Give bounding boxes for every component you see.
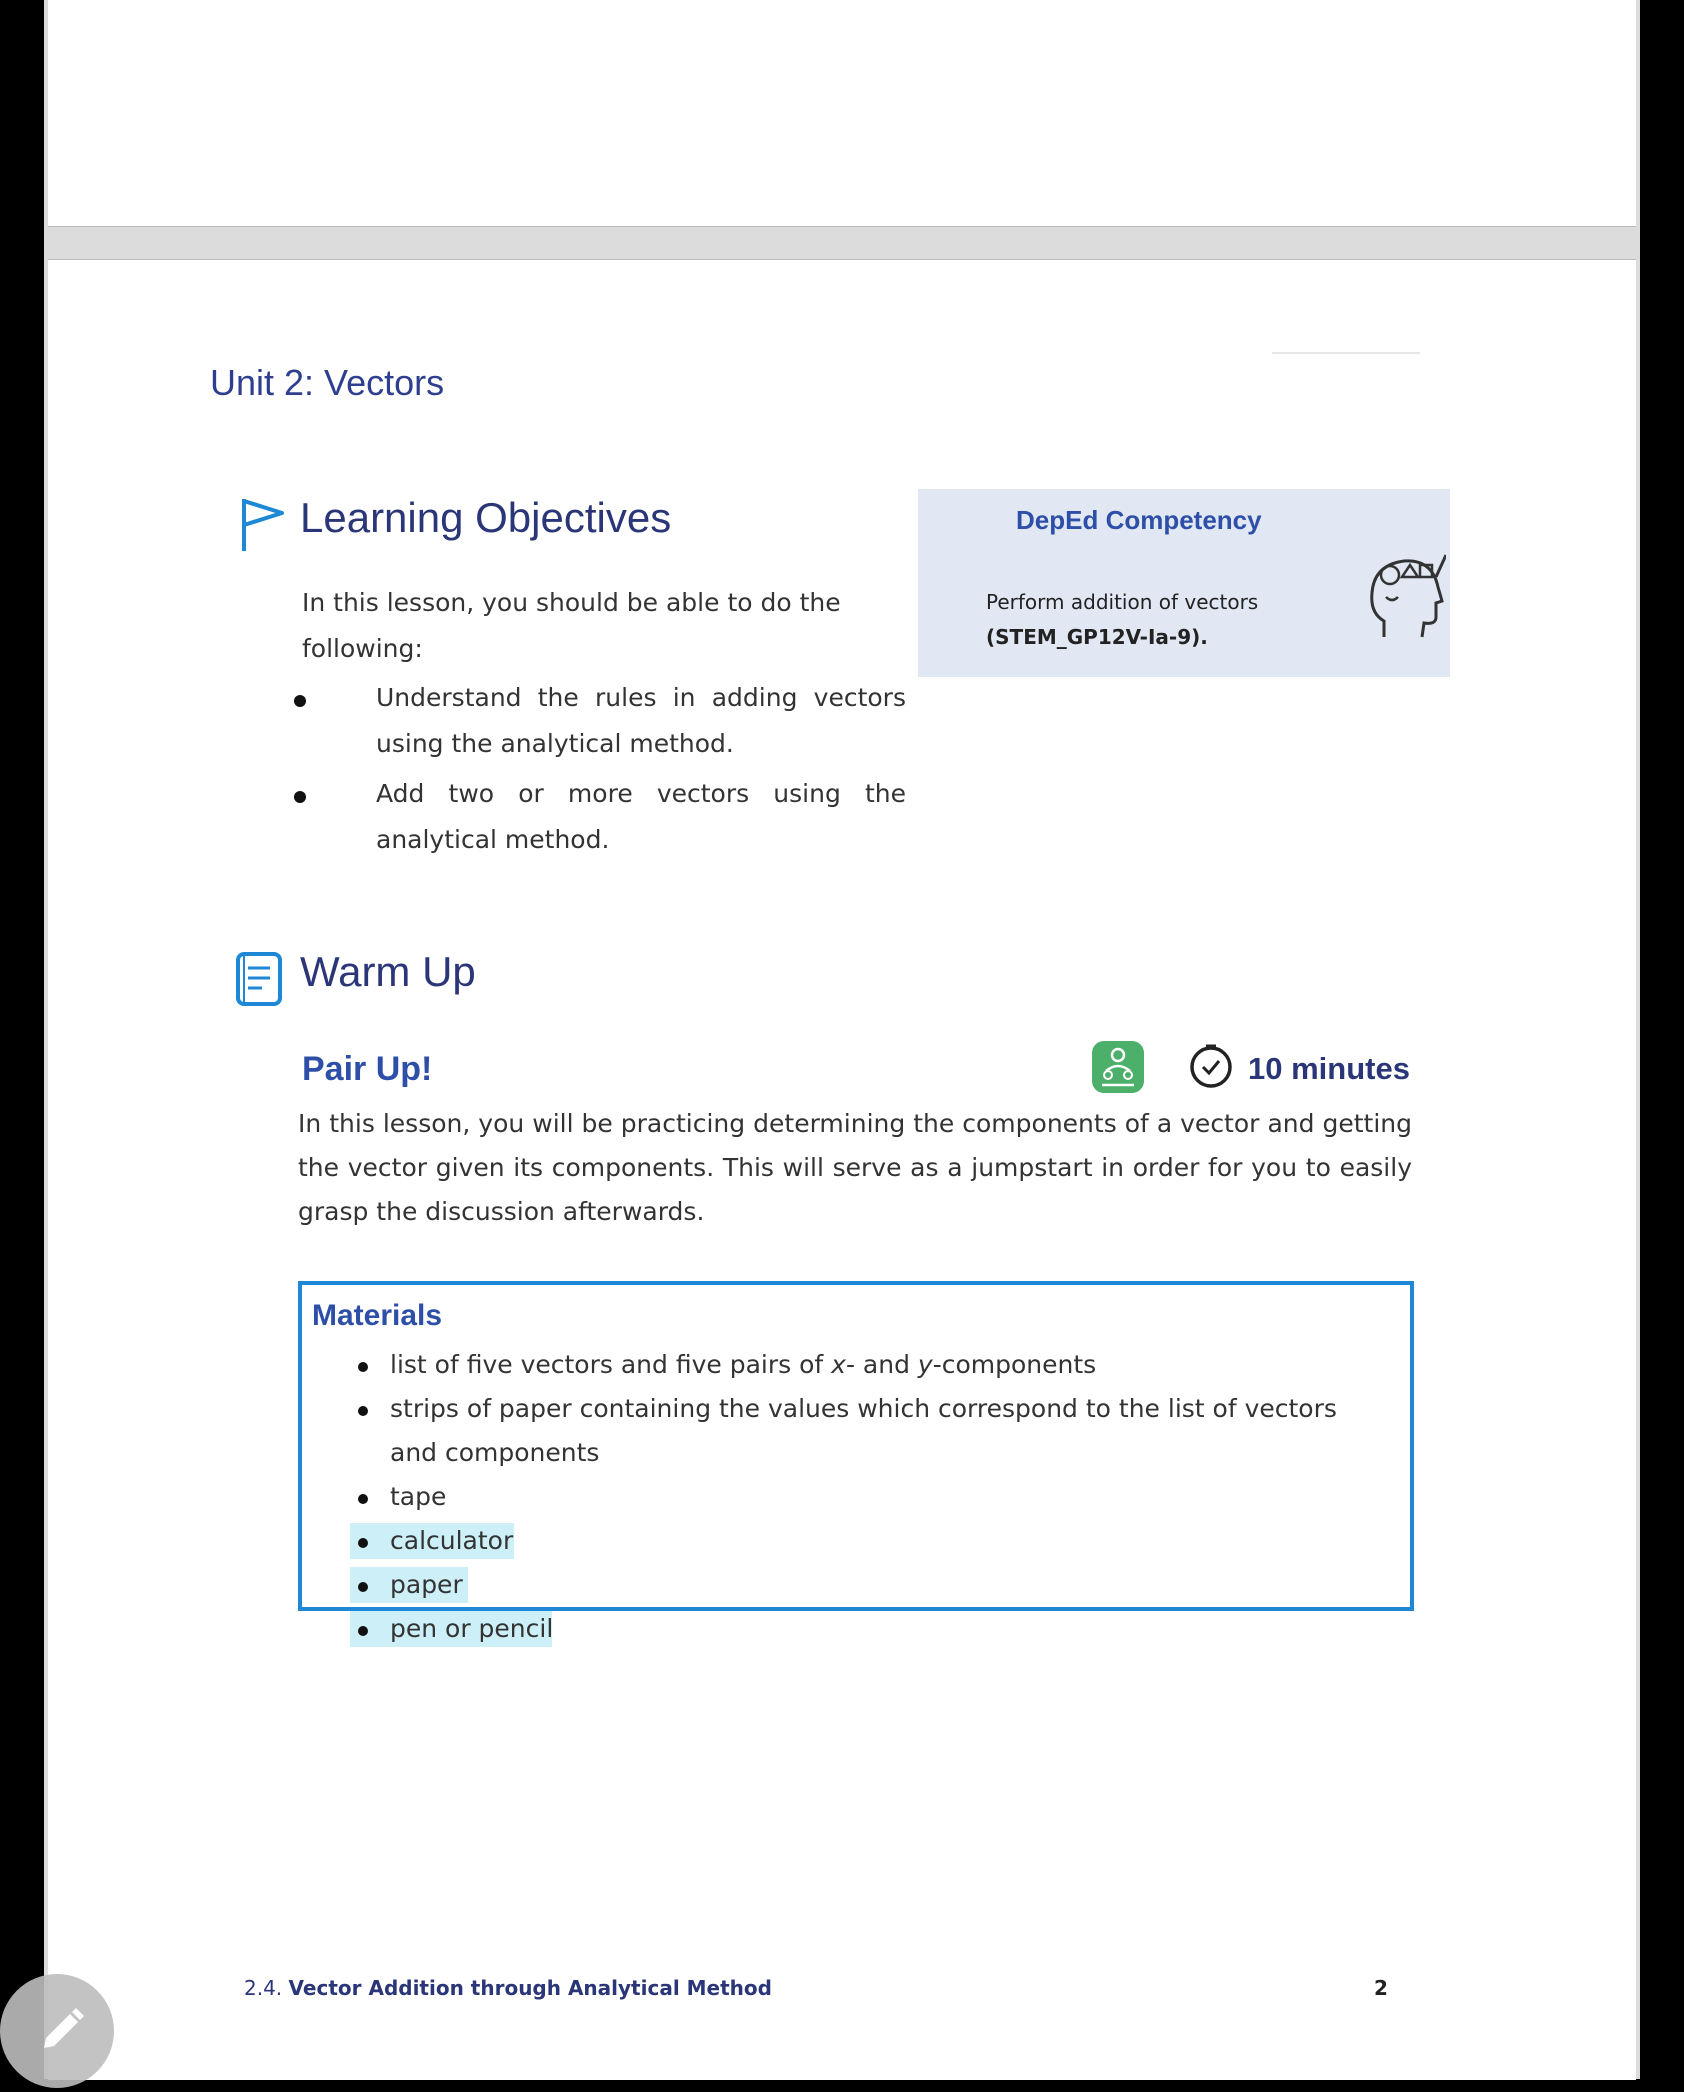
list-item: Understand the rules in adding vectors using the analytical method. [290,675,906,767]
page-number: 2 [1374,1976,1388,2000]
list-item: Add two or more vectors using the analytical method. [290,771,906,863]
list-item: calculator [350,1519,1390,1563]
objectives-heading: Learning Objectives [300,494,672,541]
header-rule [1272,352,1420,354]
objectives-intro: In this lesson, you should be able to do the following: [302,588,841,663]
materials-list [350,1343,1390,1651]
objectives-list [290,675,906,867]
materials-title: Materials [312,1299,443,1332]
edit-button[interactable] [0,1974,114,2088]
page-footer-title: 2.4. Vector Addition through Analytical Method [244,1976,772,2000]
previous-page [48,0,1636,227]
competency-code: (STEM_GP12V-Ia-9). [986,625,1208,649]
materials-box [298,1281,1414,1643]
flag-icon [238,495,286,553]
group-icon [1092,1041,1144,1093]
list-item: strips of paper containing the values which correspond to the list of vectors and components [350,1387,1390,1475]
warm-up-description: In this lesson, you will be practicing determining the components of a vector and getting the vector given its components. This will serve as a jumpstart in order for you to easily grasp the discussion afterwards. [298,1109,1412,1226]
list-item: list of five vectors and five pairs of x- and y-components [350,1343,1390,1387]
list-item: paper [350,1563,1390,1607]
clock-icon [1188,1044,1234,1090]
unit-title: Unit 2: Vectors [210,362,445,403]
head-idea-icon [1366,547,1446,647]
competency-box [918,489,1450,677]
document-page [48,259,1636,2080]
pencil-icon [0,1974,114,2088]
list-item: tape [350,1475,1390,1519]
competency-text: Perform addition of vectors (STEM_GP12V-Ia-9). [986,585,1258,655]
competency-title: DepEd Competency [1016,505,1262,535]
activity-title: Pair Up! [302,1050,433,1088]
warm-up-heading: Warm Up [300,948,476,995]
duration-text: 10 minutes [1248,1051,1410,1086]
list-item: pen or pencil [350,1607,1390,1651]
notepad-icon [234,950,284,1008]
document-viewer[interactable] [44,0,1640,2079]
